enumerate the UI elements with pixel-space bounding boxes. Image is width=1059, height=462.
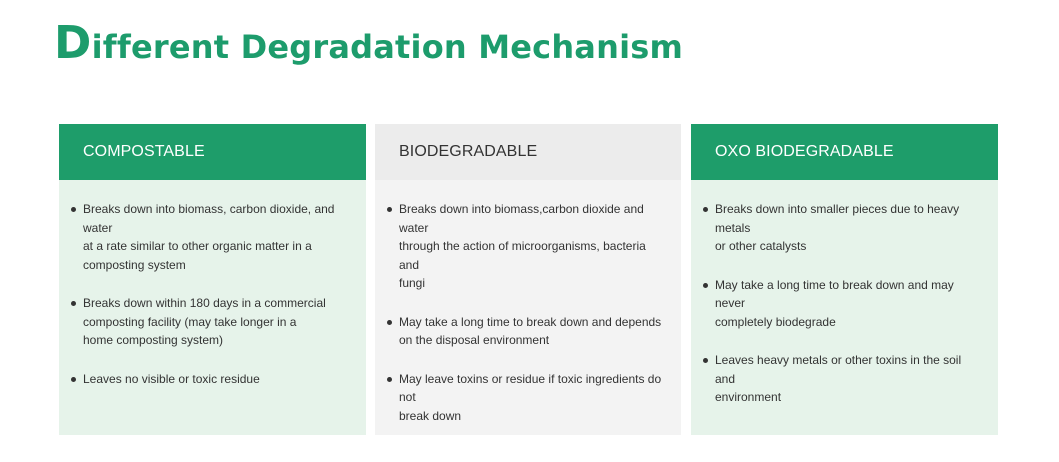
card-heading: OXO BIODEGRADABLE [691, 124, 998, 180]
list-item [715, 351, 980, 407]
bullet-icon [703, 283, 708, 288]
bullet-list [83, 200, 348, 388]
bullet-list [399, 200, 663, 425]
card-heading: BIODEGRADABLE [375, 124, 681, 180]
list-item-text: May take a long time to break down and may never completely biodegrade [715, 277, 954, 329]
card-biodegradable [375, 124, 681, 435]
list-item [83, 294, 348, 350]
list-item-text: Leaves no visible or toxic residue [83, 371, 260, 386]
card-body [691, 180, 998, 435]
bullet-icon [71, 207, 76, 212]
bullet-list [715, 200, 980, 407]
list-item-text: May leave toxins or residue if toxic ingredients do not break down [399, 371, 662, 423]
list-item [715, 276, 980, 332]
list-item [83, 370, 348, 389]
list-item-text: Leaves heavy metals or other toxins in the soil and environment [715, 353, 962, 404]
bullet-icon [71, 377, 76, 382]
list-item [399, 370, 663, 426]
card-body [59, 180, 366, 435]
list-item [399, 313, 663, 350]
list-item-text: Breaks down within 180 days in a commercial composting facility (may take longer in a home composting system) [83, 296, 326, 347]
list-item-text: Breaks down into smaller pieces due to heavy metals or other catalysts [715, 202, 960, 253]
bullet-icon [71, 301, 76, 306]
page-title [54, 18, 683, 72]
title-initial: D [54, 16, 92, 69]
card-body [375, 180, 681, 435]
list-item-text: Breaks down into biomass,carbon dioxide and water through the action of microorganisms, bacteria and fungi [399, 202, 646, 290]
card-oxo-biodegradable [691, 124, 998, 435]
card-compostable [59, 124, 366, 435]
comparison-cards [59, 124, 998, 435]
card-heading: COMPOSTABLE [59, 124, 366, 180]
bullet-icon [387, 377, 392, 382]
bullet-icon [703, 207, 708, 212]
list-item [83, 200, 348, 274]
list-item-text: Breaks down into biomass, carbon dioxide, and water at a rate similar to other organic matter in a composting system [83, 202, 335, 272]
list-item-text: May take a long time to break down and depends on the disposal environment [399, 314, 662, 347]
list-item [715, 200, 980, 256]
bullet-icon [703, 358, 708, 363]
bullet-icon [387, 207, 392, 212]
title-rest: ifferent Degradation Mechanism [91, 28, 684, 66]
list-item [399, 200, 663, 293]
bullet-icon [387, 320, 392, 325]
